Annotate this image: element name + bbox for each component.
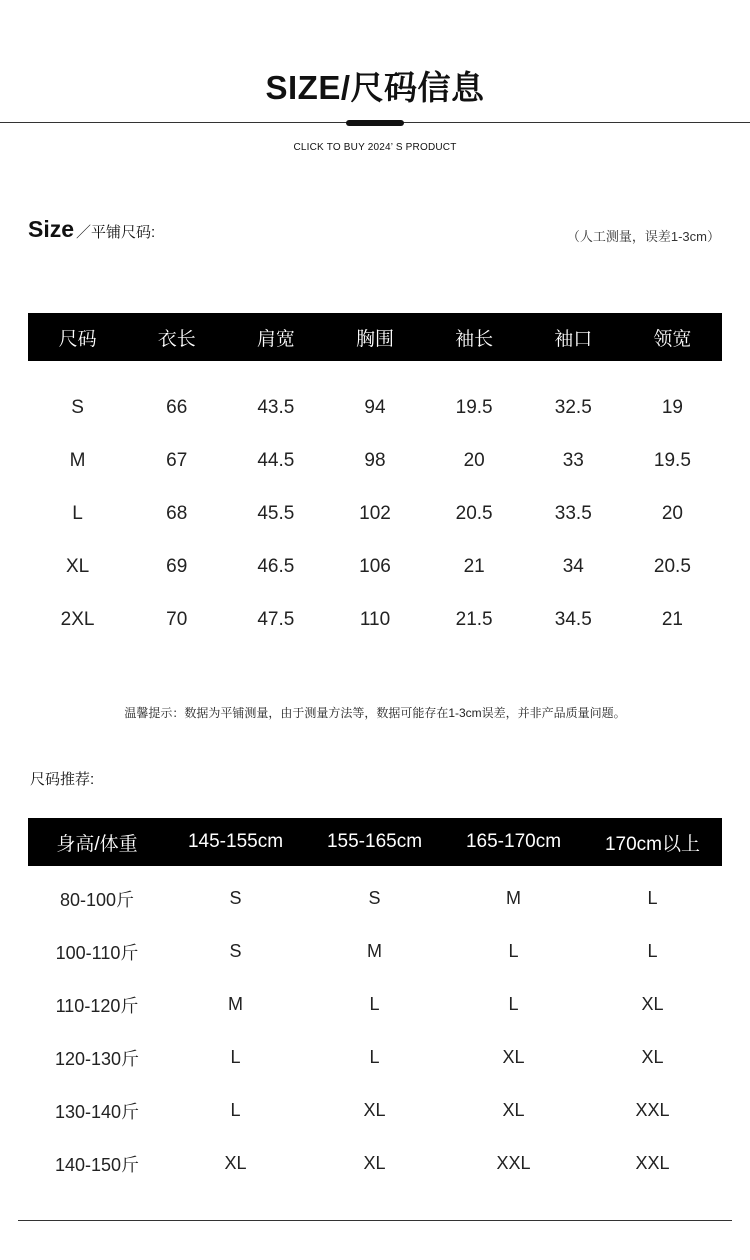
table-cell: 20.5 bbox=[653, 555, 691, 577]
table-cell: M bbox=[69, 449, 86, 471]
column-header: 155-165cm bbox=[305, 818, 444, 866]
table-cell: 33 bbox=[562, 449, 584, 471]
table-row bbox=[28, 540, 722, 593]
column-header: 衣长 bbox=[127, 313, 226, 361]
table-cell: 44.5 bbox=[257, 449, 295, 471]
column-header: 肩宽 bbox=[226, 313, 325, 361]
table-cell: XXL bbox=[496, 1153, 531, 1173]
column-header: 尺码 bbox=[28, 313, 127, 361]
table-cell: S bbox=[368, 888, 381, 908]
table-cell: XL bbox=[363, 1153, 386, 1173]
table-cell: 94 bbox=[364, 396, 386, 418]
table-cell: 102 bbox=[359, 502, 391, 524]
table-cell: L bbox=[508, 941, 519, 961]
header-accent-bar bbox=[346, 120, 404, 126]
table-cell: 21.5 bbox=[455, 608, 493, 630]
column-header: 170cm以上 bbox=[583, 818, 722, 866]
table-cell: 19.5 bbox=[653, 449, 691, 471]
table-cell: 47.5 bbox=[257, 608, 295, 630]
table-cell: 19 bbox=[661, 396, 683, 418]
table-cell: 21 bbox=[661, 608, 683, 630]
table-cell: XL bbox=[224, 1153, 247, 1173]
table-row bbox=[28, 925, 722, 978]
footer-divider bbox=[18, 1220, 732, 1221]
table-cell: S bbox=[229, 888, 242, 908]
column-header: 胸围 bbox=[325, 313, 424, 361]
table-cell: 2XL bbox=[60, 608, 95, 630]
page-subtitle: CLICK TO BUY 2024’ S PRODUCT bbox=[293, 142, 457, 153]
table-cell: L bbox=[369, 994, 380, 1014]
table-cell: 21 bbox=[463, 555, 485, 577]
table-cell: M bbox=[228, 994, 243, 1014]
table-cell: 34 bbox=[562, 555, 584, 577]
page-title: SIZE/尺码信息 bbox=[265, 69, 485, 106]
table-cell: XL bbox=[502, 1047, 525, 1067]
table-row bbox=[28, 1137, 722, 1190]
table-cell: 100-110斤 bbox=[55, 942, 139, 963]
table-cell: L bbox=[230, 1047, 241, 1067]
table-row bbox=[28, 1084, 722, 1137]
table-spacer bbox=[28, 361, 722, 381]
table-cell: 34.5 bbox=[554, 608, 592, 630]
table-cell: S bbox=[229, 941, 242, 961]
table-cell: 69 bbox=[166, 555, 188, 577]
table-cell: XXL bbox=[635, 1100, 670, 1120]
table-row bbox=[28, 872, 722, 925]
table-row bbox=[28, 1031, 722, 1084]
table-cell: L bbox=[72, 502, 83, 524]
column-header: 袖口 bbox=[524, 313, 623, 361]
table-cell: 45.5 bbox=[257, 502, 295, 524]
table-cell: 106 bbox=[359, 555, 391, 577]
table-cell: M bbox=[367, 941, 382, 961]
table-cell: 110-120斤 bbox=[55, 995, 139, 1016]
size-table-header bbox=[28, 313, 722, 361]
table-cell: L bbox=[369, 1047, 380, 1067]
table-cell: 130-140斤 bbox=[54, 1101, 140, 1122]
table-cell: 70 bbox=[166, 608, 188, 630]
table-cell: 110 bbox=[359, 608, 391, 630]
table-cell: XL bbox=[641, 1047, 664, 1067]
table-cell: 46.5 bbox=[257, 555, 295, 577]
table-cell: 33.5 bbox=[554, 502, 592, 524]
table-cell: 19.5 bbox=[455, 396, 493, 418]
table-cell: XL bbox=[502, 1100, 525, 1120]
size-recommendation-table bbox=[28, 818, 722, 1190]
table-cell: M bbox=[506, 888, 521, 908]
table-cell: 120-130斤 bbox=[54, 1048, 140, 1069]
table-row bbox=[28, 978, 722, 1031]
table-row bbox=[28, 434, 722, 487]
table-cell: 20 bbox=[661, 502, 683, 524]
column-header: 袖长 bbox=[425, 313, 524, 361]
table-cell: 67 bbox=[166, 449, 188, 471]
recommend-section-heading: 尺码推荐: bbox=[30, 771, 95, 788]
table-cell: 20.5 bbox=[455, 502, 493, 524]
table-cell: 140-150斤 bbox=[54, 1154, 140, 1175]
column-header: 145-155cm bbox=[166, 818, 305, 866]
table-cell: 43.5 bbox=[257, 396, 295, 418]
table-cell: L bbox=[647, 941, 658, 961]
table-row bbox=[28, 487, 722, 540]
column-header: 165-170cm bbox=[444, 818, 583, 866]
measurement-tip: 温馨提示：数据为平铺测量，由于测量方法等，数据可能存在1-3cm误差，并非产品质量问题。 bbox=[124, 706, 626, 720]
table-cell: 32.5 bbox=[554, 396, 592, 418]
table-cell: 98 bbox=[364, 449, 386, 471]
column-header: 身高/体重 bbox=[28, 818, 166, 866]
column-header: 领宽 bbox=[623, 313, 722, 361]
table-cell: S bbox=[71, 396, 84, 418]
table-row bbox=[28, 381, 722, 434]
measurement-note: （人工测量，误差1-3cm） bbox=[566, 229, 720, 244]
table-cell: L bbox=[230, 1100, 241, 1120]
table-cell: XXL bbox=[635, 1153, 670, 1173]
table-row bbox=[28, 593, 722, 646]
table-cell: L bbox=[508, 994, 519, 1014]
table-cell: L bbox=[647, 888, 658, 908]
table-cell: XL bbox=[65, 555, 90, 577]
table-cell: 68 bbox=[166, 502, 188, 524]
table-cell: 66 bbox=[166, 396, 188, 418]
table-cell: XL bbox=[641, 994, 664, 1014]
recommend-table-header bbox=[28, 818, 722, 866]
size-section-heading bbox=[28, 216, 155, 243]
table-cell: 80-100斤 bbox=[59, 889, 135, 910]
table-cell: XL bbox=[363, 1100, 386, 1120]
table-cell: 20 bbox=[463, 449, 485, 471]
size-table bbox=[28, 313, 722, 646]
size-heading-main: Size bbox=[28, 216, 75, 242]
size-heading-sub: ／平铺尺码: bbox=[76, 224, 156, 241]
